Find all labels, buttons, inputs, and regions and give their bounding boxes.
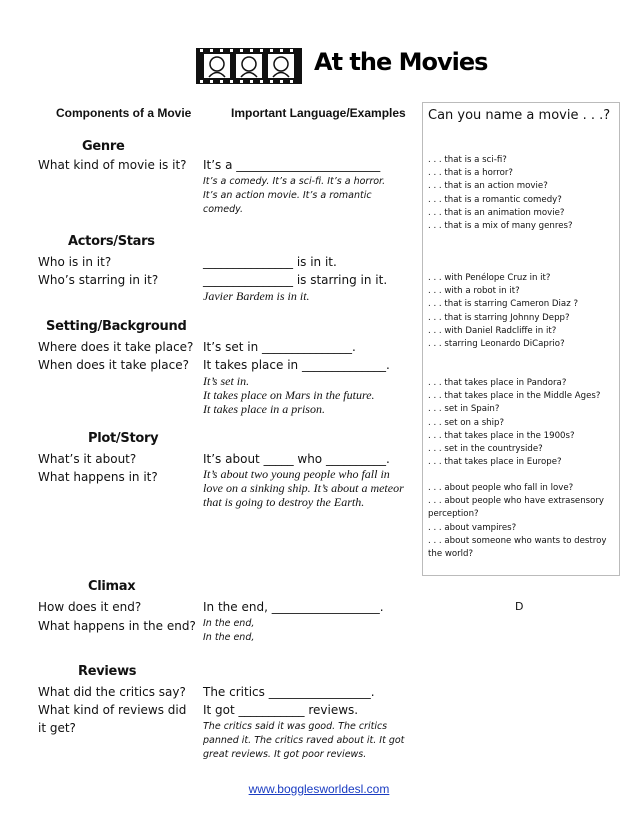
example-line: It’s about two young people who fall in [203,467,390,481]
example-line: It takes place on Mars in the future. [203,388,375,402]
answer-setting-1: It’s set in _______________. [203,340,356,354]
section-title-plot: Plot/Story [88,431,159,446]
list-item: . . . starring Leonardo DiCaprio? [428,339,565,350]
question-setting-1: Where does it take place? [38,340,194,354]
section-title-reviews: Reviews [78,664,137,679]
prompt-list-setting [428,377,614,469]
question-reviews-1: What did the critics say? [38,685,186,699]
column-heading-language: Important Language/Examples [231,106,406,120]
question-actors-2: Who’s starring in it? [38,273,159,287]
example-line: It’s an action movie. It’s a romantic [203,190,372,201]
example-line: comedy. [203,204,244,215]
prompt-list-genre [428,154,614,233]
example-line: In the end, [203,632,255,643]
answer-climax-1: In the end, __________________. [203,600,384,614]
examples-climax [203,617,254,645]
list-item: . . . that takes place in Pandora? [428,378,567,388]
example-line: The critics said it was good. The critics [203,721,388,732]
question-climax-2: What happens in the end? [38,619,196,633]
answer-actors-1: _______________ is in it. [203,255,337,269]
list-item: . . . that is a romantic comedy? [428,194,562,205]
section-title-setting: Setting/Background [46,319,187,334]
question-actors-1: Who is in it? [38,255,112,269]
example-line: Javier Bardem is in it. [203,289,310,303]
answer-setting-2: It takes place in ______________. [203,358,390,372]
question-genre-1: What kind of movie is it? [38,158,187,172]
list-item: . . . with a robot in it? [428,286,520,297]
list-item: . . . that takes place in the 1900s? [428,430,575,441]
list-item: . . . that is starring Cameron Diaz ? [428,299,579,310]
list-item: . . . that is an action movie? [428,181,548,192]
answer-reviews-2: It got ___________ reviews. [203,703,359,717]
stray-mark: D [515,600,524,613]
answer-plot-1: It’s about _____ who __________. [203,452,390,466]
question-climax-1: How does it end? [38,600,142,614]
list-item: . . . about people who have extrasensory perception? [428,496,605,520]
list-item: . . . about people who fall in love? [428,483,574,493]
prompt-list-plot [428,482,614,561]
examples-actors [203,289,310,303]
list-item: . . . with Penélope Cruz in it? [428,273,551,283]
column-heading-components: Components of a Movie [56,106,192,120]
section-title-climax: Climax [88,579,136,594]
film-strip-icon [196,44,302,88]
question-reviews-2b: it get? [38,721,76,735]
example-line: It’s a comedy. It’s a sci-fi. It’s a horror. [203,176,386,187]
list-item: . . . that is an animation movie? [428,207,565,218]
section-title-genre: Genre [82,139,125,154]
examples-genre [203,175,385,217]
answer-actors-2: _______________ is starring in it. [203,273,388,287]
question-plot-2: What happens in it? [38,470,158,484]
example-line: panned it. The critics raved about it. It got [203,735,405,746]
section-title-actors: Actors/Stars [68,234,155,249]
list-item: . . . about someone who wants to destroy the world? [428,535,607,560]
example-line: great reviews. It got poor reviews. [203,749,367,760]
prompt-list-actors [428,272,614,351]
answer-reviews-1: The critics _________________. [203,685,375,699]
example-line: In the end, [203,618,255,629]
list-item: . . . that is starring Johnny Depp? [428,312,570,323]
page-title: At the Movies [314,48,488,76]
list-item: . . . that is a sci-fi? [428,155,507,165]
movie-prompts-heading: Can you name a movie . . .? [428,108,611,123]
list-item: . . . that is a horror? [428,168,513,179]
examples-plot [203,467,404,509]
list-item: . . . with Daniel Radcliffe in it? [428,325,557,336]
website-link[interactable]: www.bogglesworldesl.com [248,782,390,796]
list-item: . . . that takes place in Europe? [428,457,562,468]
examples-reviews [203,720,404,762]
example-line: that is going to destroy the Earth. [203,495,365,509]
list-item: . . . that is a mix of many genres? [428,221,573,232]
question-plot-1: What’s it about? [38,452,137,466]
list-item: . . . set in the countryside? [428,444,543,455]
example-line: love on a sinking ship. It’s about a meteor [203,481,404,495]
examples-setting [203,374,375,416]
example-line: It’s set in. [203,374,250,388]
list-item: . . . about vampires? [428,522,517,533]
answer-genre-1: It’s a ________________________ [203,158,381,172]
film-strip-logo [196,44,302,88]
list-item: . . . set in Spain? [428,404,500,415]
list-item: . . . set on a ship? [428,417,505,428]
question-setting-2: When does it take place? [38,358,189,372]
list-item: . . . that takes place in the Middle Ages? [428,391,601,402]
example-line: It takes place in a prison. [203,402,325,416]
question-reviews-2a: What kind of reviews did [38,703,187,717]
